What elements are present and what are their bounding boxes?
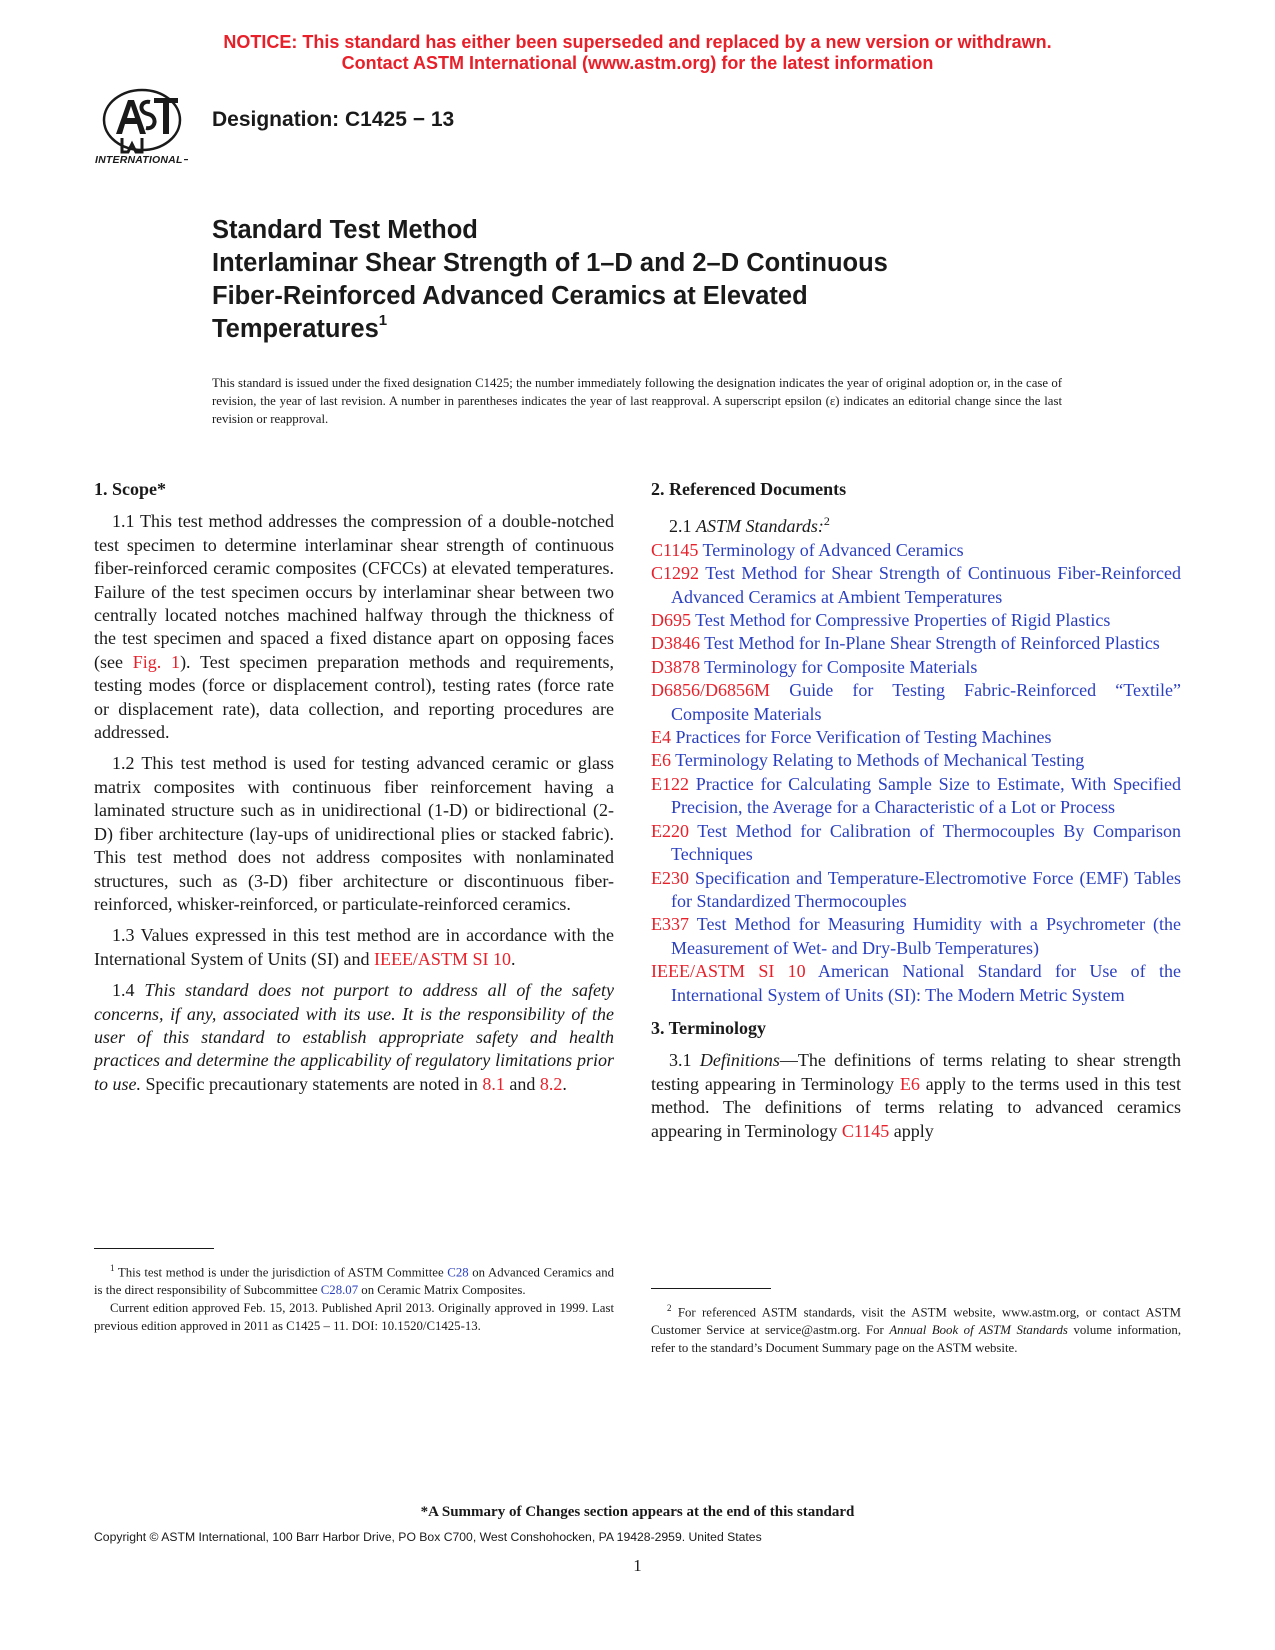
referenced-documents-heading: 2. Referenced Documents — [651, 479, 847, 499]
referenced-document-item — [651, 960, 1181, 1007]
referenced-document-item — [651, 562, 1181, 609]
terminology-heading: 3. Terminology — [651, 1017, 767, 1038]
notice-line-1: NOTICE: This standard has either been superseded and replaced by a new version or withdrawn. — [223, 32, 1052, 52]
title-line-3: Fiber-Reinforced Advanced Ceramics at Elevated — [212, 282, 808, 310]
referenced-document-item — [651, 773, 1181, 820]
referenced-document-title-link[interactable]: Test Method for Shear Strength of Continuous Fiber-Reinforced Advanced Ceramics at Ambient Temperatures — [671, 563, 1181, 607]
footnote-1-text-c: on Ceramic Matrix Composites. — [358, 1283, 526, 1298]
astm-standards-number: 2.1 — [669, 516, 696, 537]
referenced-document-title-link[interactable]: Test Method for Calibration of Thermocouples By Comparison Techniques — [671, 820, 1181, 865]
title-line-4-text: Temperatures — [212, 315, 379, 343]
referenced-document-title-link[interactable]: Test Method for In-Plane Shear Strength of Reinforced Plastics — [700, 633, 1160, 654]
referenced-document-title-link[interactable]: American National Standard for Use of the International System of Units (SI): The Modern Metric System — [671, 961, 1181, 1005]
terminology-text-a: —The definitions of terms relating to shear strength testing appearing in Terminology — [651, 1050, 1182, 1094]
page-number: 1 — [633, 1556, 642, 1575]
footnote-2-text-b: volume information, refer to the standard’s Document Summary page on the ASTM website. — [651, 1323, 1182, 1356]
footnote-2 — [651, 1288, 1181, 1357]
terminology-text-b: apply to the terms used in this test method. The definitions of terms relating to advanced ceramics appearing in Terminology — [651, 1073, 1181, 1141]
scope-1-4-end: . — [562, 1073, 567, 1094]
footnote-divider — [94, 1248, 214, 1249]
footnote-2-mark: 2 — [667, 1303, 672, 1313]
astm-standards-subheading — [651, 510, 1181, 538]
referenced-document-code-link[interactable]: D695 — [651, 610, 691, 631]
terminology-text-c: apply — [889, 1120, 934, 1141]
referenced-document-item — [651, 726, 1181, 749]
referenced-document-title-link[interactable]: Test Method for Compressive Properties of Rigid Plastics — [691, 610, 1111, 631]
astm-logo — [92, 82, 192, 174]
referenced-document-item — [651, 656, 1181, 679]
footnote-1-text-a: This test method is under the jurisdiction of ASTM Committee — [114, 1265, 448, 1280]
terminology-definitions-label: Definitions — [699, 1050, 780, 1071]
c1145-link[interactable]: C1145 — [841, 1120, 890, 1141]
referenced-document-item — [651, 609, 1181, 632]
referenced-document-title-link[interactable]: Practices for Force Verification of Testing Machines — [671, 727, 1052, 748]
referenced-document-item — [651, 913, 1181, 960]
terminology-number: 3.1 — [669, 1050, 700, 1071]
title-line-2: Interlaminar Shear Strength of 1–D and 2–D Continuous — [212, 249, 888, 277]
referenced-document-code-link[interactable]: E337 — [651, 914, 689, 935]
astm-standards-footnote-mark: 2 — [823, 514, 830, 529]
referenced-document-code-link[interactable]: C1292 — [651, 563, 700, 584]
title-footnote-mark: 1 — [378, 312, 388, 329]
referenced-document-item — [651, 820, 1181, 867]
referenced-document-title-link[interactable]: Terminology Relating to Methods of Mechanical Testing — [671, 750, 1085, 771]
scope-heading: 1. Scope* — [94, 479, 166, 499]
committee-c28-link[interactable]: C28 — [447, 1265, 469, 1280]
astm-standards-label: ASTM Standards: — [696, 516, 824, 537]
referenced-document-title-link[interactable]: Terminology of Advanced Ceramics — [698, 539, 964, 560]
referenced-document-code-link[interactable]: C1145 — [651, 539, 699, 560]
referenced-document-code-link[interactable]: D3846 — [651, 633, 700, 654]
scope-1-3 — [94, 924, 614, 971]
footnote-1 — [94, 1248, 614, 1335]
referenced-document-code-link[interactable]: D6856/D6856M — [651, 680, 771, 701]
scope-1-1-text-a: 1.1 This test method addresses the compression of a double-notched test specimen to determine interlaminar shear strength of continuous fiber-reinforced ceramic composites (CFCCs) at elevated temperatures. Failure of the test specimen occurs by interlaminar shear between two centrally located notches machined halfway through the thickness of the test specimen and spaced a fixed distance apart on opposing faces (see — [94, 511, 614, 672]
referenced-document-code-link[interactable]: IEEE/ASTM SI 10 — [651, 961, 806, 982]
referenced-document-title-link[interactable]: Terminology for Composite Materials — [700, 656, 978, 677]
document-title — [212, 214, 1032, 346]
left-column — [94, 478, 614, 1104]
e6-link[interactable]: E6 — [899, 1073, 920, 1094]
summary-of-changes-note: *A Summary of Changes section appears at the end of this standard — [420, 1504, 855, 1520]
referenced-document-code-link[interactable]: E122 — [651, 773, 689, 794]
fig-1-link[interactable]: Fig. 1 — [132, 651, 181, 672]
terminology-3-1 — [651, 1049, 1181, 1143]
title-line-1: Standard Test Method — [212, 216, 478, 244]
section-8-1-link[interactable]: 8.1 — [482, 1073, 505, 1094]
right-column — [651, 478, 1181, 1151]
referenced-document-code-link[interactable]: E6 — [651, 750, 671, 771]
footnote-2-italic: Annual Book of ASTM Standards — [889, 1323, 1068, 1338]
designation: Designation: C1425 − 13 — [212, 108, 455, 131]
scope-1-3-text-a: 1.3 Values expressed in this test method are in accordance with the International System of Units (SI) and — [94, 925, 614, 969]
copyright-line: Copyright © ASTM International, 100 Barr Harbor Drive, PO Box C700, West Conshohocken, PA 19428-2959. United States — [94, 1530, 762, 1544]
referenced-document-title-link[interactable]: Test Method for Measuring Humidity with a Psychrometer (the Measurement of Wet- and Dry-Bulb Temperatures) — [671, 914, 1181, 958]
scope-1-4-and: and — [504, 1073, 540, 1094]
referenced-document-title-link[interactable]: Guide for Testing Fabric-Reinforced “Textile” Composite Materials — [671, 680, 1181, 724]
footnote-1-para-1 — [94, 1259, 614, 1299]
subcommittee-c28-07-link[interactable]: C28.07 — [320, 1283, 359, 1298]
referenced-documents-list — [651, 539, 1181, 1007]
referenced-document-code-link[interactable]: E4 — [651, 727, 671, 748]
ieee-astm-si10-link[interactable]: IEEE/ASTM SI 10 — [373, 948, 511, 969]
issued-note: This standard is issued under the fixed designation C1425; the number immediately following the designation indicates the year of original adoption or, in the case of revision, the year of last revision. A number in parentheses indicates the year of last reapproval. A superscript epsilon (ε) indicates an editorial change since the last revision or reapproval. — [212, 376, 1062, 426]
title-line-4 — [212, 313, 1032, 346]
footnote-1-text-b: on Advanced Ceramics and is the direct responsibility of Subcommittee — [94, 1265, 614, 1298]
notice-line-2: Contact ASTM International (www.astm.org) for the latest information — [341, 53, 934, 73]
footnote-1-para-2: Current edition approved Feb. 15, 2013. Published April 2013. Originally approved in 1999. Last previous edition approved in 2011 as C1425 – 11. DOI: 10.1520/C1425-13. — [94, 1301, 614, 1334]
scope-1-2: 1.2 This test method is used for testing advanced ceramic or glass matrix composites with continuous fiber reinforcement having a laminated structure such as in unidirectional (1-D) or bidirectional (2-D) fiber architecture (lay-ups of unidirectional plies or stacked fabric). This test method does not address composites with nonlaminated structures, such as (3-D) fiber architecture or discontinuous fiber-reinforced, whisker-reinforced, or particulate-reinforced ceramics. — [94, 753, 614, 914]
referenced-document-code-link[interactable]: E220 — [651, 820, 689, 841]
footnote-1-mark: 1 — [110, 1263, 115, 1273]
superseded-notice — [0, 32, 1275, 74]
footnote-2-para — [651, 1299, 1181, 1357]
referenced-document-item — [651, 539, 1181, 562]
footnote-divider — [651, 1288, 771, 1289]
footnote-2-text-a: For referenced ASTM standards, visit the ASTM website, www.astm.org, or contact ASTM Customer Service at service@astm.org. For — [651, 1305, 1181, 1338]
referenced-document-item — [651, 867, 1181, 914]
scope-1-4-number: 1.4 — [112, 980, 145, 1001]
referenced-document-title-link[interactable]: Practice for Calculating Sample Size to Estimate, With Specified Precision, the Average for a Characteristic of a Lot or Process — [671, 773, 1181, 818]
referenced-document-item — [651, 632, 1181, 655]
referenced-document-item — [651, 749, 1181, 772]
scope-1-3-text-b: . — [510, 948, 516, 969]
referenced-document-item — [651, 679, 1181, 726]
referenced-document-code-link[interactable]: D3878 — [651, 656, 700, 677]
scope-1-4-text: Specific precautionary statements are noted in — [141, 1073, 483, 1094]
referenced-document-title-link[interactable]: Specification and Temperature-Electromotive Force (EMF) Tables for Standardized Thermocouples — [671, 867, 1181, 911]
scope-1-4 — [94, 979, 614, 1096]
section-8-2-link[interactable]: 8.2 — [539, 1073, 563, 1094]
scope-1-1-text-b: ). Test specimen preparation methods and requirements, testing modes (force or displacement control), testing rates (force rate or displacement rate), data collection, and reporting procedures are addressed. — [94, 651, 614, 743]
logo-wordmark: INTERNATIONAL — [95, 154, 183, 166]
referenced-document-code-link[interactable]: E230 — [651, 867, 689, 888]
scope-1-4-italic: This standard does not purport to address all of the safety concerns, if any, associated with its use. It is the responsibility of the user of this standard to establish appropriate safety and health practices and determine the applicability of regulatory limitations prior to use. — [94, 980, 615, 1094]
scope-1-1 — [94, 510, 614, 744]
